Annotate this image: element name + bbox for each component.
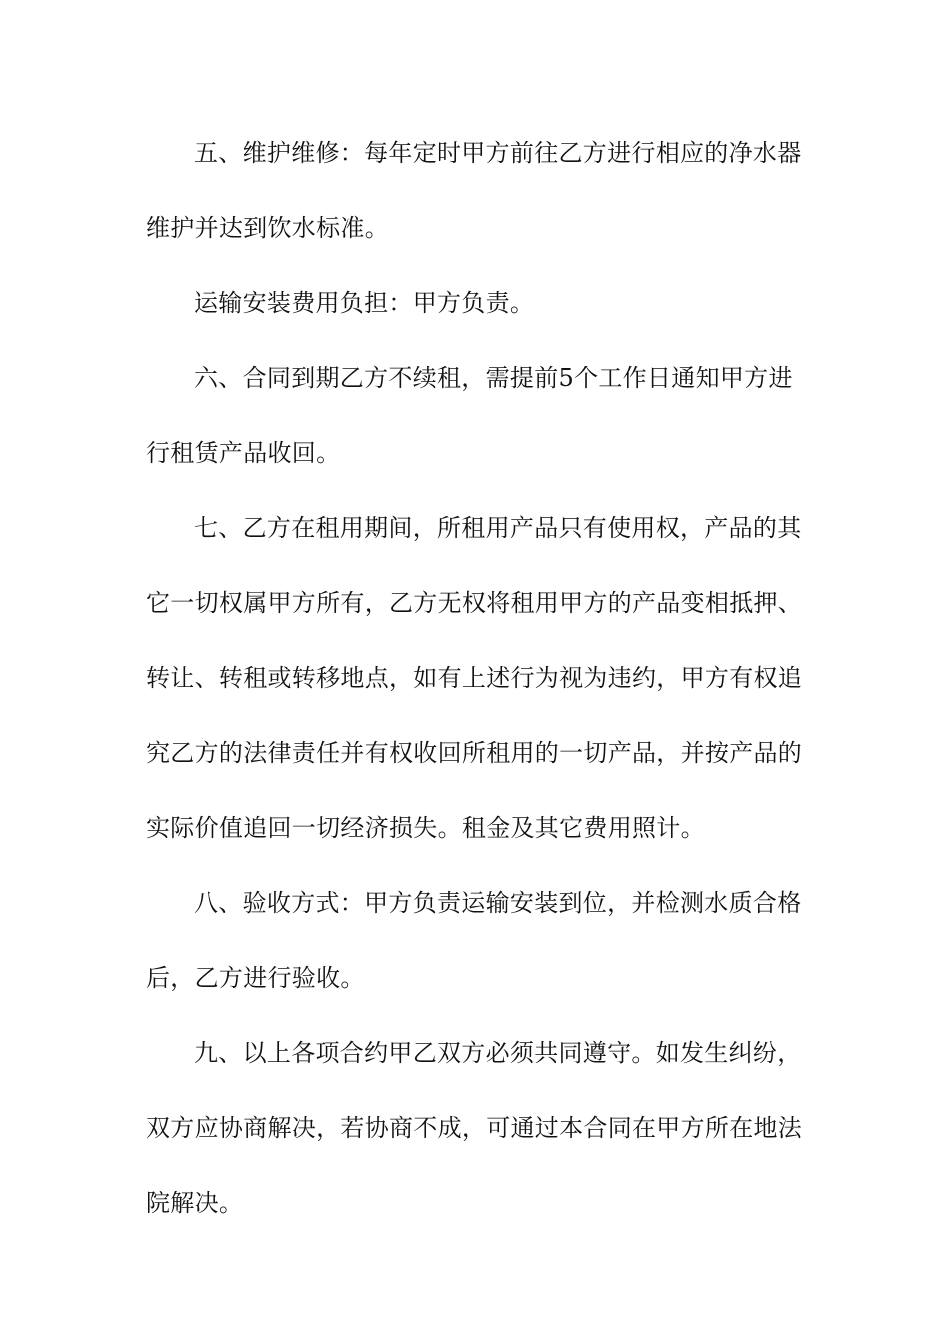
clause-5-line-2: 维护并达到饮水标准。 — [146, 214, 389, 242]
clause-6-line-1: 六、合同到期乙方不续租，需提前5个工作日通知甲方进 — [194, 364, 793, 392]
clause-7-line-2: 它一切权属甲方所有，乙方无权将租用甲方的产品变相抵押、 — [146, 589, 803, 617]
transport-cost-line: 运输安装费用负担：甲方负责。 — [194, 289, 535, 317]
document-body — [146, 116, 806, 1241]
clause-7-line-1: 七、乙方在租用期间，所租用产品只有使用权，产品的其 — [194, 514, 802, 542]
clause-7-line-4: 究乙方的法律责任并有权收回所租用的一切产品，并按产品的 — [146, 739, 803, 767]
clause-9-line-3: 院解决。 — [146, 1189, 244, 1217]
clause-9-line-2: 双方应协商解决，若协商不成，可通过本合同在甲方所在地法 — [146, 1114, 803, 1142]
clause-9-line-1: 九、以上各项合约甲乙双方必须共同遵守。如发生纠纷， — [194, 1039, 802, 1067]
clause-5-line-1: 五、维护维修：每年定时甲方前往乙方进行相应的净水器 — [194, 139, 802, 167]
clause-7-line-5: 实际价值追回一切经济损失。租金及其它费用照计。 — [146, 814, 705, 842]
clause-8-line-2: 后，乙方进行验收。 — [146, 964, 365, 992]
clause-7-line-3: 转让、转租或转移地点，如有上述行为视为违约，甲方有权追 — [146, 664, 803, 692]
clause-6-line-2: 行租赁产品收回。 — [146, 439, 341, 467]
clause-8-line-1: 八、验收方式：甲方负责运输安装到位，并检测水质合格 — [194, 889, 802, 917]
